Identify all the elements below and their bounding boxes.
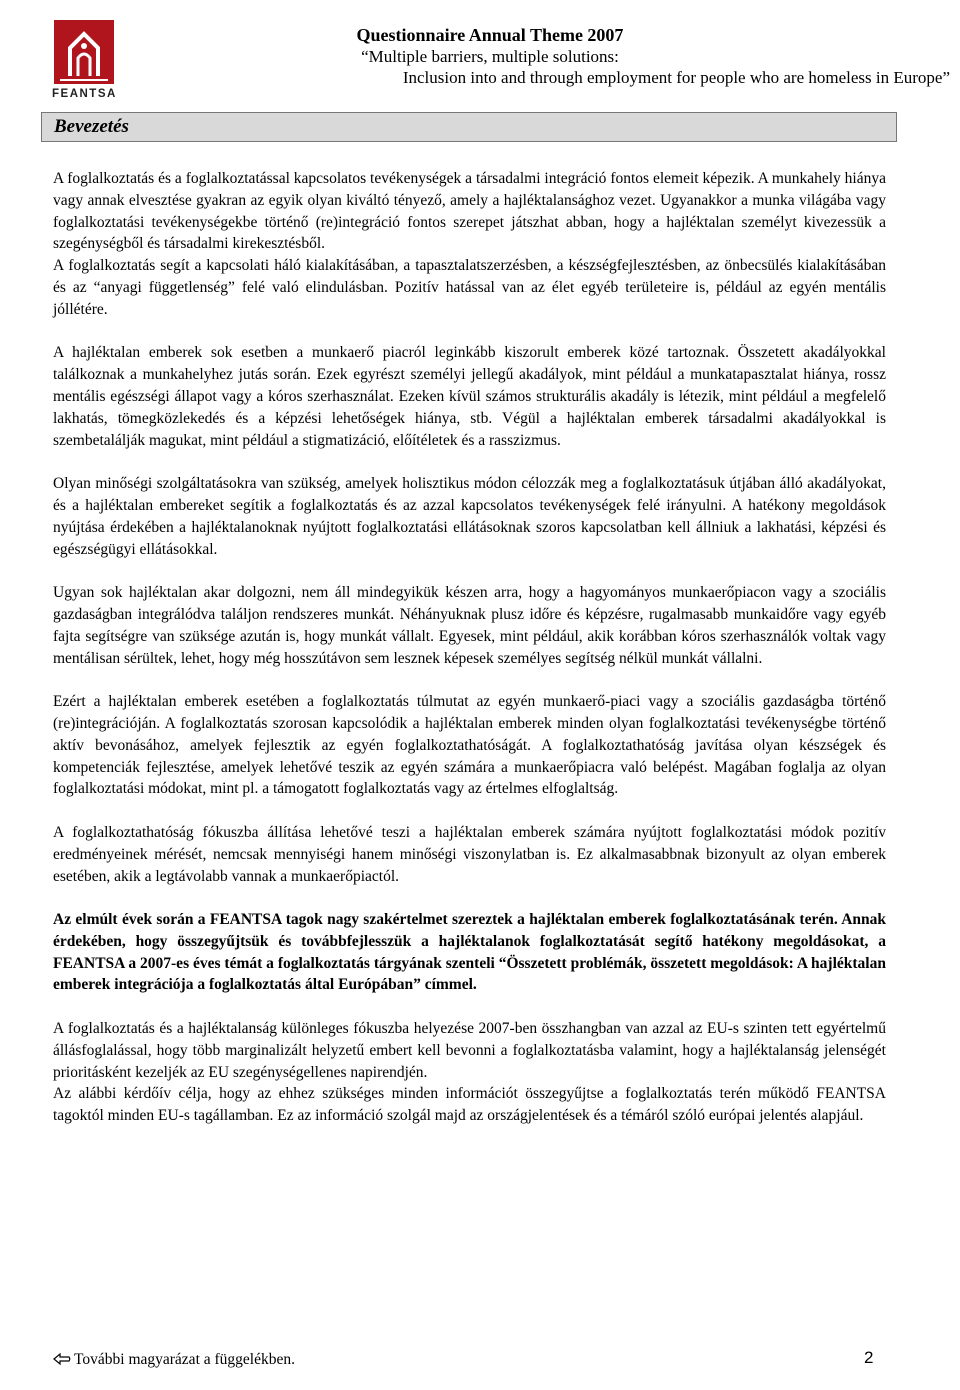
paragraph: Olyan minőségi szolgáltatásokra van szükség, amelyek holisztikus módon célozzák meg a foglalkoztatásuk útjában álló akadályokat, és a hajléktalan embereket segítik a foglalkoztatás és az azzal kapcsolatos tevékenységek felé irányulni. A hatékony megoldások nyújtása érdekében a hajléktalanoknak nyújtott foglalkoztatási ellátásoknak szoros kapcsolatban kell állniuk a lakhatási, képzési és egészségügyi ellátásokkal.	[53, 475, 886, 558]
header-subtitle: “Multiple barriers, multiple solutions:	[361, 47, 619, 66]
section-banner	[41, 112, 897, 142]
footer-note	[53, 1350, 295, 1372]
logo-text: FEANTSA	[52, 88, 117, 100]
paragraph: A foglalkoztatás segít a kapcsolati háló kialakításában, a tapasztalatszerzésben, a készségfejlesztésben, az önbecsülés kialakításában és az “anyagi függetlenség” felé való elindulásban. Pozitív hatással van az élet egyéb területeire is, például az egyén mentális jóllétére.	[53, 257, 886, 318]
header-title: Questionnaire Annual Theme 2007	[356, 25, 624, 45]
paragraph: Ezért a hajléktalan emberek esetében a foglalkoztatás túlmutat az egyén munkaerő-piaci vagy a szociális gazdaságba történő (re)integrációján. A foglalkoztatás szorosan kapcsolódik a hajléktalan emberek minden olyan foglalkoztatási tevékenységbe történő aktív bevonásához, amelyek fejlesztik az egyén foglalkoztathatóságát. A foglalkoztathatóság javítása olyan készségek és kompetenciák fejlesztése, amelyek lehetővé teszik az egyén számára a munkaerőpiacra való belépést. Magában foglalja az olyan foglalkoztatási módokat, mint pl. a támogatott foglalkoztatás vagy az értelmes elfoglaltság.	[53, 693, 886, 798]
paragraph: Az elmúlt évek során a FEANTSA tagok nagy szakértelmet szereztek a hajléktalan emberek foglalkoztatásának terén. Annak érdekében, hogy összegyűjtsük és továbbfejlesszük a hajléktalanok foglalkoztatását segítő hatékony megoldásokat, a FEANTSA a 2007-es éves témát a foglalkoztatás tárgyának szenteli “Összetett problémák, összetett megoldások: A hajléktalan emberek integrációja a foglalkoztatás által Európában” címmel.	[53, 911, 886, 994]
header-subtitle-2: Inclusion into and through employment for people who are homeless in Europe”	[402, 68, 950, 87]
paragraph: A foglalkoztatás és a hajléktalanság különleges fókuszba helyezése 2007-ben összhangban van azzal az EU-s szinten tett egyértelmű állásfoglalással, hogy több marginalizált helyzetű embert kell bevonni a foglalkoztatásba valamint, hogy a hajléktalanság jelenségét prioritásként kezeljék az EU szegénységellenes napirendjén.	[53, 1020, 886, 1081]
document-header	[210, 24, 950, 87]
paragraph: A hajléktalan emberek sok esetben a munkaerő piacról leginkább kiszorult emberek közé tartoznak. Összetett akadályokkal találkoznak a munkahelyhez jutás során. Ezek egyrészt személyi jellegű akadályok, mint például a munkatapasztalat hiánya, rossz mentális egészségi állapot vagy a kóros szerhasználat. Ezeken kívül számos strukturális akadály is létezik, mint például a megfelelő lakhatás, tömegközlekedés és a képzési lehetőségek hiánya, stb. Végül a hajléktalan emberek társadalmi akadályokkal is szembetalálják magukat, mint például a stigmatizáció, előítéletek és a rasszizmus.	[53, 344, 886, 449]
paragraph: A foglalkoztathatóság fókuszba állítása lehetővé teszi a hajléktalan emberek számára nyújtott foglalkoztatási módok pozitív eredményeinek mérését, nemcsak mennyiségi hanem minőségi viszonylatban is. Ez alkalmasabbnak bizonyult az olyan emberek esetében, akik a legtávolabb vannak a munkaerőpiactól.	[53, 823, 886, 885]
paragraph: Ugyan sok hajléktalan akar dolgozni, nem áll mindegyikük készen arra, hogy a hagyományos munkaerőpiacon vagy a szociális gazdaságban integrálódva találjon rendszeres munkát. Néhányuknak plusz időre és képzésre, rugalmasabb munkaidőre vagy egyéb fajta segítségre van szüksége azután is, hogy munkát vállalt. Egyesek, mint például, akik korábban kóros szerhasználók voltak vagy mentálisan sérültek, lehet, hogy még hosszútávon sem lesznek képesek személyes segítség nélkül munkát vállalni.	[53, 584, 886, 667]
section-title: Bevezetés	[54, 116, 129, 137]
feantsa-logo	[52, 18, 116, 104]
house-logo-icon	[52, 18, 116, 88]
pointing-hand-icon	[53, 1352, 71, 1372]
page-number: 2	[864, 1348, 874, 1367]
paragraph: A foglalkoztatás és a foglalkoztatással kapcsolatos tevékenységek a társadalmi integráció fontos elemeit képezik. A munkahely hiánya vagy annak elvesztése gyakran az egyik olyan kiváltó tényező, amely a hajléktalansághoz vezet. Ugyanakkor a munka világába vagy foglalkoztatási tevékenységekbe történő (re)integráció fontos szerepet játszhat abban, hogy a hajléktalan személyt kivezessük a szegénységből és társadalmi kirekesztésből.	[53, 170, 886, 253]
footer-note-text: További magyarázat a függelékben.	[74, 1351, 295, 1368]
body-text	[53, 168, 886, 1127]
paragraph: Az alábbi kérdőív célja, hogy az ehhez szükséges minden információt összegyűjtse a foglalkoztatás terén működő FEANTSA tagoktól minden EU-s tagállamban. Ez az információ szolgál majd az országjelentések és a témáról szóló európai jelentés alapjául.	[53, 1085, 886, 1125]
